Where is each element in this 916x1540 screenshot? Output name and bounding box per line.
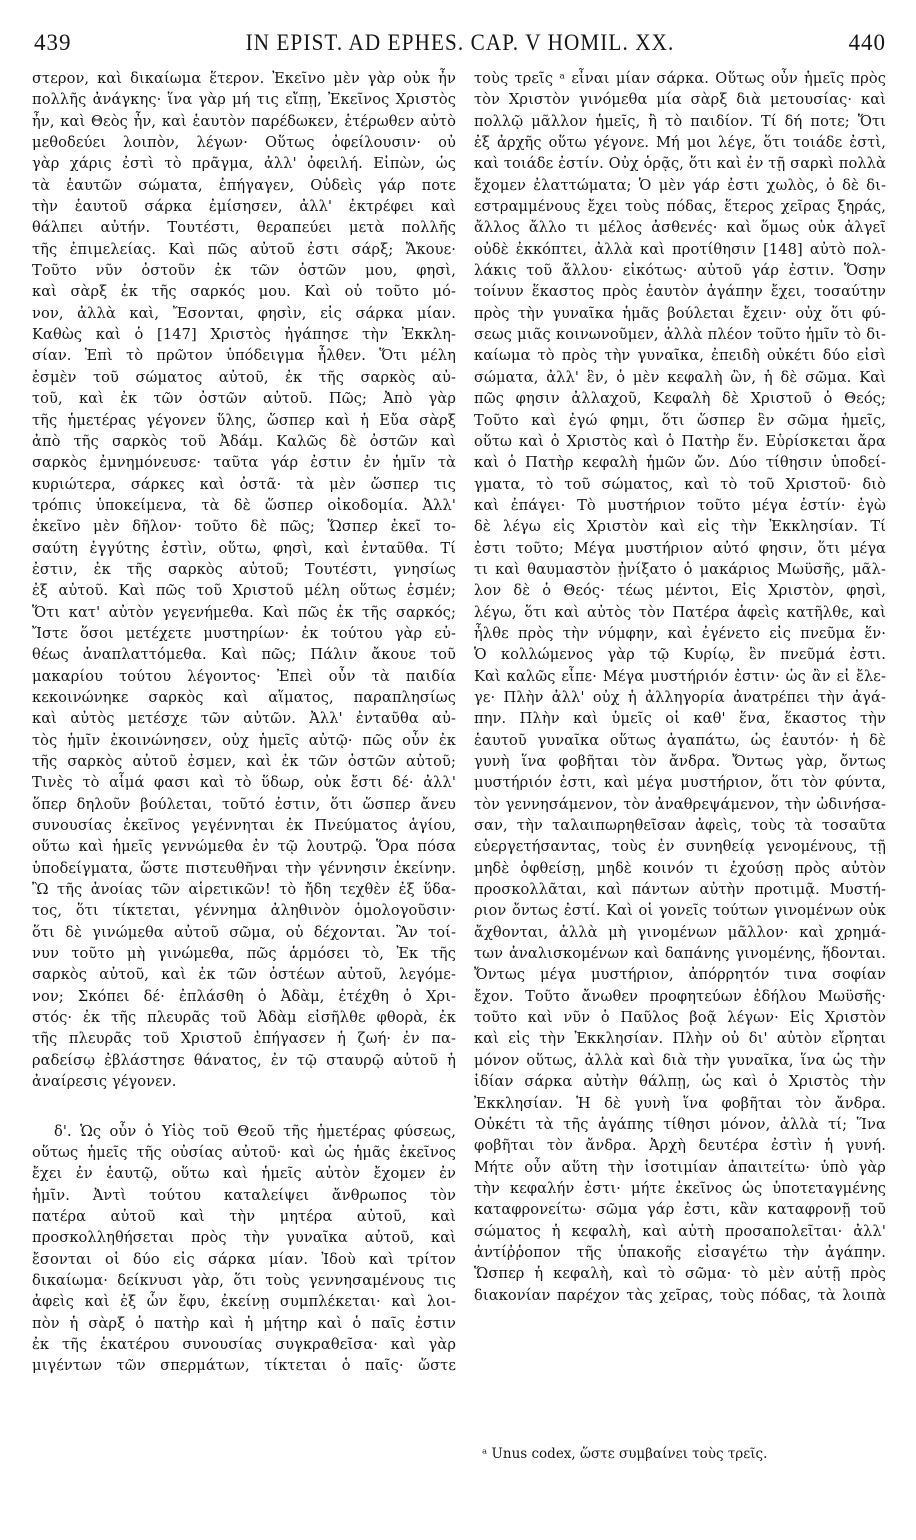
- text-line: Ὢ τῆς ἀνοίας τῶν αἱρετικῶν! τὸ ἤδη τεχθὲν ἐξ ὕδα-: [32, 881, 456, 899]
- text-line: προσκολλᾶται, καὶ πάντων αὐτὴν προτιμᾷ. Μυστή-: [474, 881, 886, 899]
- text-line: σαύτη ἐγγύτης ἐστὶν, οὕτω, φησὶ, καὶ ἐνταῦθα. Τί: [32, 539, 456, 557]
- text-line: ἦν, καὶ Θεὸς ἦν, καὶ ἑαυτὸν παρέδωκεν, ἑτέρωθεν αὐτὸ: [32, 112, 456, 130]
- text-line: ριον ὄντως ἐστί. Καὶ οἱ γονεῖς τούτων γινομένων οὐκ: [474, 902, 886, 920]
- text-line: Καθὼς καὶ ὁ [147] Χριστὸς ἠγάπησε τὴν Ἐκκλη-: [32, 326, 456, 344]
- text-line: Ὁ κολλώμενος γὰρ τῷ Κυρίῳ, ἓν πνεῦμά ἐστι.: [474, 646, 886, 664]
- text-line: εὐεργετήσαντας, τοὺς ἐν συνηθείᾳ γενομένους, τῇ: [474, 838, 886, 856]
- text-line: μηδὲ ὀφθείσῃ, μηδὲ κοινόν τι ἐχούσῃ πρὸς αὐτὸν: [474, 859, 886, 877]
- text-line: ἑαυτοῦ γυναῖκα οὕτως ἀγαπάτω, ὡς ἑαυτόν· ἡ δὲ: [474, 731, 886, 749]
- text-line: πολλῷ μᾶλλον ἡμεῖς, ἢ τὸ παιδίον. Τί δή ποτε; Ὅτι: [474, 112, 886, 130]
- text-line: ἀναίρεσις γέγονεν.: [32, 1073, 177, 1091]
- text-line: νυν τοῦτο μὴ γινώμεθα, πῶς ἁρμόσει τὸ, Ἐκ τῆς: [32, 945, 456, 963]
- text-line: γυνὴ ἵνα φοβῆται τὸν ἄνδρα. Ὄντως γὰρ, ὄντως: [474, 753, 886, 770]
- text-line: οὕτως ἡμεῖς τῆς οὐσίας αὐτοῦ· καὶ ὡς ἡμᾶς ἐκεῖνος: [32, 1143, 456, 1161]
- text-line: Ἐκκλησίαν. Ἡ δὲ γυνὴ ἵνα φοβῆται τὸν ἄνδρα.: [474, 1094, 886, 1112]
- text-line: σίαν. Ἐπὶ τὸ πρῶτον ὑπόδειγμα ἦλθεν. Ὅτι μέλη: [32, 347, 456, 365]
- text-line: τῆς ἡμετέρας γέγονεν ὕλης, ὥσπερ καὶ ἡ Εὔα σὰρξ: [32, 411, 456, 429]
- text-line: τρόπις ὑποκείμενα, τὰ δὲ ὥσπερ οἰκοδομία. Ἀλλ': [32, 496, 456, 514]
- text-line: των ἀναλισκομένων καὶ δαπάνης γινομένης, ἥδονται.: [474, 945, 886, 963]
- text-line: τοίνυν ἕκαστος πρὸς ἑαυτὸν ἀγάπην ἔχει, τοσαύτην: [474, 283, 886, 301]
- text-line: Τοῦτο νῦν ὀστοῦν ἐκ τῶν ὀστῶν μου, φησὶ,: [32, 262, 456, 280]
- text-line: οὕτω καὶ ἡμεῖς γεννώμεθα ἐν τῷ λουτρῷ. Ὅρα πόσα: [32, 838, 456, 856]
- text-line: ἐστιν, ἐκ τῆς σαρκὸς αὐτοῦ; Τουτέστι, γνησίως: [32, 560, 456, 578]
- text-line: ἐκεῖνο μὲν δῆλον· τοῦτο δὲ πῶς; Ὥσπερ ἐκεῖ το-: [32, 518, 456, 536]
- text-line: νον; Σκόπει δέ· ἐπλάσθη ὁ Ἀδὰμ, ἐτέχθη ὁ Χρι-: [32, 987, 456, 1005]
- page-number-left: 439: [34, 30, 72, 55]
- text-line: δὲ λέγω εἰς Χριστὸν καὶ εἰς τὴν Ἐκκλησίαν. Τί: [474, 518, 886, 536]
- text-line: καὶ ὁ Πατὴρ κεφαλὴ ἡμῶν ὤν. Δύο τίθησιν ὑποδεί-: [474, 454, 886, 472]
- running-head: IN EPIST. AD EPHES. CAP. V HOMIL. XX.: [245, 30, 675, 55]
- text-line: μυστήριόν ἐστι, καὶ μέγα μυστήριον, ὅτι τὸν φύντα,: [474, 774, 886, 792]
- text-line: πρὸς τὴν γυναῖκα ἡμᾶς βούλεται ἔχειν· οὐχ ὅτι φύ-: [474, 304, 886, 322]
- text-line: ἄχθονται, ἀλλὰ μὴ γινομένων μᾶλλον· καὶ χρημά-: [474, 923, 886, 941]
- text-line: τὸν Χριστὸν γινόμεθα μία σὰρξ διὰ μετουσίας· καὶ: [474, 91, 886, 109]
- text-line: τῆς ἐπιμελείας. Καὶ πῶς αὐτοῦ ἐστι σάρξ; Ἄκουε·: [32, 240, 456, 258]
- text-line: τὰ ἑαυτῶν σώματα, ἐπήγαγεν, Οὐδεὶς γάρ ποτε: [32, 176, 456, 194]
- text-line: εστραμμένους ἔχει τοὺς πόδας, ἕτερος χεῖρας ξηράς,: [474, 198, 886, 216]
- text-line: σαν, τὴν ταλαιπωρηθεῖσαν ἀφεὶς, τοὺς τὰ τοσαῦτα: [474, 817, 886, 835]
- page-number-right: 440: [848, 30, 886, 55]
- text-line: δ'. Ὡς οὖν ὁ Υἱὸς τοῦ Θεοῦ τῆς ἡμετέρας φύσεως,: [54, 1122, 456, 1140]
- text-line: ἰδίαν σάρκα αὐτὴν θάλπῃ, ὡς καὶ ὁ Χριστὸς τὴν: [474, 1073, 886, 1091]
- text-line: ἦλθε πρὸς τὴν νύμφην, καὶ ἐγένετο εἰς πνεῦμα ἕν·: [474, 624, 886, 642]
- text-line: τὸς ἡμῖν ἐκοινώνησεν, οὐχ ἡμεῖς αὐτῷ· πῶς οὖν ἐκ: [32, 731, 456, 749]
- text-line: Τινὲς τὸ αἷμά φασι καὶ τὸ ὕδωρ, οὐκ ἔστι δέ· ἀλλ': [32, 774, 456, 792]
- text-line: νον, ἀλλὰ καὶ, Ἔσονται, φησὶν, εἰς σάρκα μίαν.: [32, 304, 456, 322]
- text-line: ἐκ τῆς ἑκατέρου συνουσίας συγκραθεῖσα· καὶ γὰρ: [32, 1335, 456, 1353]
- text-line: καὶ αὐτὸς μετέσχε τῶν αὐτῶν. Ἀλλ' ἐνταῦθα αὐ-: [32, 710, 456, 728]
- text-line: ἀπὸ τῆς σαρκὸς τοῦ Ἀδάμ. Καλῶς δὲ ὀστῶν καὶ: [32, 432, 456, 450]
- text-line: Ὄντως μέγα μυστήριον, ἀπόρρητόν τινα σοφίαν: [474, 966, 886, 984]
- text-line: ἐξ ἀρχῆς οὕτω γέγονε. Μή μοι λέγε, ὅτι τοιάδε ἐστὶ,: [474, 134, 886, 152]
- text-line: γε· Πλὴν ἀλλ' οὐχ ἡ ἀλληγορία ἀνατρέπει τὴν ἀγά-: [474, 688, 886, 706]
- text-line: τὴν ἑαυτοῦ σάρκα ἐμίσησεν, ἀλλ' ἐκτρέφει καὶ: [32, 198, 456, 216]
- text-line: στός· ἐκ τῆς πλευρᾶς τοῦ Ἀδὰμ εἰσῆλθε φθορὰ, ἐκ: [32, 1009, 456, 1027]
- text-line: πῶς φησιν ἀλλαχοῦ, Κεφαλὴ δὲ Χριστοῦ ὁ Θεός;: [474, 390, 886, 408]
- text-line: συνουσίας ἐκεῖνος γεγέννηται ἐκ Πνεύματος ἁγίου,: [32, 817, 456, 835]
- text-line: οὐδὲ ἐκκόπτει, ἀλλὰ καὶ προτίθησιν [148] αὐτὸ πολ-: [474, 240, 886, 258]
- text-line: τῆς σαρκὸς αὐτοῦ ἐσμεν, καὶ ἐκ τῶν ὀστῶν αὐτοῦ;: [32, 753, 456, 770]
- text-line: ὅπερ δηλοῦν βούλεται, τοῦτό ἐστιν, ὅτι ὥσπερ ἄνευ: [32, 795, 456, 813]
- text-line: ἔσονται οἱ δύο εἰς σάρκα μίαν. Ἰδοὺ καὶ τρίτον: [32, 1250, 456, 1268]
- text-line: ὅτι δὲ γινώμεθα αὐτοῦ σῶμα, οὐ δέχονται. Ἂν τοί-: [32, 923, 456, 941]
- text-line: καὶ ἐπάγει· Τὸ μυστήριον τοῦτο μέγα ἐστίν· ἐγὼ: [474, 496, 886, 514]
- text-line: μόνον οὕτως, ἀλλὰ καὶ διὰ τὴν γυναῖκα, ἵνα ὡς τὴν: [474, 1051, 886, 1069]
- text-line: τὴν κεφαλήν ἐστι· μήτε ἐκεῖνος ὡς ὑποτεταγμένης: [474, 1179, 886, 1197]
- text-line: θέως ἀναπλαττόμεθα. Καὶ πῶς; Πάλιν ἄκουε τοῦ: [32, 646, 456, 664]
- text-line: φοβῆται τὸν ἄνδρα. Ἀρχὴ δευτέρα ἐστὶν ἡ γυνή.: [474, 1137, 886, 1155]
- text-line: Ὥσπερ ἡ κεφαλὴ, καὶ τὸ σῶμα· τὸ μὲν αὐτῇ πρὸς: [474, 1265, 886, 1283]
- text-line: πὸν ἡ σὰρξ ὁ πατὴρ καὶ ἡ μήτηρ καὶ ὁ παῖς ἐστιν: [32, 1314, 456, 1332]
- text-line: λέγω, ὅτι καὶ αὐτὸς τὸν Πατέρα ἀφεὶς κατῆλθε, καὶ: [474, 603, 886, 621]
- page-header: [34, 28, 886, 62]
- paragraph-gap: [32, 1093, 456, 1121]
- text-line: ἀντίῤῥοπον τῆς ὑπακοῆς εἰσαγέτω τὴν ἀγάπην.: [474, 1243, 886, 1261]
- text-line: ὑποδείγματα, ὥστε πιστευθῆναι τὴν γέννησιν ἐκείνην.: [32, 859, 456, 877]
- text-line: τοὺς τρεῖς ᵃ εἶναι μίαν σάρκα. Οὕτως οὖν ἡμεῖς πρὸς: [474, 70, 886, 87]
- text-line: ἔχον. Τοῦτο ἄνωθεν προφητεύων ἐδήλου Μωϋσῆς·: [474, 987, 886, 1005]
- text-line: τῆς πλευρᾶς τοῦ Χριστοῦ ἐπήγασεν ἡ ζωή· ἐν πα-: [32, 1030, 456, 1048]
- text-line: ἄλλος ἄλλο τι μέλος ἀσθενές· καὶ ὅμως οὐκ ἀλγεῖ: [474, 219, 886, 237]
- footnote: ᵃ Unus codex, ὥστε συμβαίνει τοὺς τρεῖς.: [482, 1446, 768, 1462]
- text-line: μακαρίου τούτου λέγοντος· Ἐπεὶ οὖν τὰ παιδία: [32, 667, 456, 685]
- text-line: καίωμα τὸ πρὸς τὴν γυναῖκα, ἐπειδὴ οὐκέτι δύο εἰσὶ: [474, 347, 886, 365]
- text-line: πατέρα αὐτοῦ καὶ τὴν μητέρα αὐτοῦ, καὶ: [32, 1207, 456, 1225]
- text-line: πην. Πλὴν καὶ ὑμεῖς οἱ καθ' ἕνα, ἕκαστος τὴν: [474, 710, 886, 728]
- text-line: Ὅτι κατ' αὐτὸν γεγενήμεθα. Καὶ πῶς ἐκ τῆς σαρκός;: [32, 603, 456, 621]
- text-line: σαρκὸς αὐτοῦ, καὶ ἐκ τῶν ὀστέων αὐτοῦ, λεγόμε-: [32, 966, 456, 984]
- text-line: κυριώτερα, σάρκες καὶ ὀστᾶ· τὰ μὲν ὥσπερ τις: [32, 475, 456, 493]
- text-line: σώματα, ἀλλ' ἓν, ὁ μὲν κεφαλὴ ὢν, ἡ δὲ σῶμα. Καὶ: [474, 368, 886, 386]
- text-line: τι καὶ θαυμαστὸν ᾐνίξατο ὁ μακάριος Μωϋσῆς, μᾶλ-: [474, 560, 886, 578]
- right-text-column: [474, 68, 886, 1306]
- text-line: διακονίαν παρέχον τὰς χεῖρας, τοὺς πόδας, τὰ λοιπὰ: [474, 1286, 886, 1304]
- text-line: πολλῆς ἀνάγκης· ἵνα γὰρ μή τις εἴπῃ, Ἐκεῖνος Χριστὸς: [32, 91, 456, 109]
- text-line: καὶ τοιάδε ἐστίν. Οὐχ ὁρᾷς, ὅτι καὶ ἐν τῇ σαρκὶ πολλὰ: [474, 155, 886, 173]
- text-line: τοῦ, καὶ ἐκ τῶν ὀστῶν αὐτοῦ. Πῶς; Ἀπὸ γὰρ: [32, 390, 456, 408]
- text-line: Μήτε οὖν αὕτη τὴν ἰσοτιμίαν ἀπαιτείτω· ὑπὸ γὰρ: [474, 1158, 886, 1176]
- text-line: ἐσμὲν τοῦ σώματος αὐτοῦ, ἐκ τῆς σαρκὸς αὐ-: [32, 368, 456, 386]
- text-line: ἐξ αὐτοῦ. Καὶ πῶς τοῦ Χριστοῦ μέλη οὕτως ἐσμέν;: [32, 582, 456, 600]
- text-line: σώματος ἡ κεφαλὴ, καὶ αὐτὴ προσαπολεῖται· ἀλλ': [474, 1222, 886, 1240]
- text-line: οὕτω καὶ ὁ Χριστὸς καὶ ὁ Πατὴρ ἕν. Εὑρίσκεται ἄρα: [474, 432, 886, 450]
- text-line: γματα, τὸ τοῦ σώματος, καὶ τὸ τοῦ Χριστοῦ· διὸ: [474, 475, 886, 493]
- text-line: ἔχομεν ἐλαττώματα; Ὁ μὲν γάρ ἐστι χωλὸς, ὁ δὲ δι-: [474, 176, 886, 194]
- text-line: τοῦτο καὶ νῦν ὁ Παῦλος βοᾷ λέγων· Εἰς Χριστὸν: [474, 1009, 886, 1027]
- text-line: λάκις τοῦ ἄλλου· εἰκότως· αὐτοῦ γάρ ἐστιν. Ὅσην: [474, 262, 886, 280]
- text-line: στερον, καὶ δικαίωμα ἕτερον. Ἐκεῖνο μὲν γὰρ οὐκ ἦν: [32, 70, 456, 87]
- text-line: σεως μιᾶς κοινωνοῦμεν, ἀλλὰ πλέον τοῦτο ἡμῖν τὸ δι-: [474, 326, 886, 344]
- text-line: προσκολληθήσεται πρὸς τὴν γυναῖκα αὐτοῦ, καὶ: [32, 1229, 456, 1247]
- text-line: καὶ εἰς τὴν Ἐκκλησίαν. Πλὴν οὐ δι' αὐτὸν εἴρηται: [474, 1030, 886, 1048]
- text-line: Καὶ καλῶς εἶπε· Μέγα μυστήριόν ἐστιν· ὡς ἂν εἰ ἔλε-: [474, 667, 886, 685]
- text-line: λον δὲ ὁ Θεός· τέως μέντοι, Εἰς Χριστὸν, φησὶ,: [474, 582, 886, 600]
- text-line: τὸν γεννησάμενον, τὸν ἀναθρεψάμενον, τὴν ὠδινήσα-: [474, 795, 886, 813]
- text-line: ἡμῖν. Ἀντὶ τούτου καταλείψει ἄνθρωπος τὸν: [32, 1186, 456, 1204]
- left-text-column: [32, 68, 456, 1377]
- text-line: Ἴστε ὅσοι μετέχετε μυστηρίων· ἐκ τούτου γὰρ εὐ-: [32, 624, 456, 642]
- text-line: τος, ὅτι τίκτεται, γέννημα ἀληθινὸν ὁμολογοῦσιν·: [32, 902, 456, 920]
- text-line: σαρκὸς ἐμνημόνευσε· ταῦτα γάρ ἐστιν ἐν ἡμῖν τὰ: [32, 454, 456, 472]
- text-line: ἔχει ἐν ἑαυτῷ, οὕτω καὶ ἡμεῖς αὐτὸν ἔχομεν ἐν: [32, 1165, 456, 1183]
- text-line: Οὐκέτι τὰ τῆς ἀγάπης τίθησι μόνον, ἀλλὰ τί; Ἵνα: [474, 1115, 886, 1133]
- text-line: ἀφεὶς καὶ ἐξ ὧν ἔφυ, ἐκείνῃ συμπλέκεται· καὶ λοι-: [32, 1293, 456, 1311]
- text-line: θάλπει αὐτήν. Τουτέστι, θεραπεύει μετὰ πολλῆς: [32, 219, 456, 237]
- text-line: γὰρ χάρις ἐστὶ τὸ πρᾶγμα, ἀλλ' ὀφειλή. Εἰπὼν, ὡς: [32, 155, 456, 173]
- text-line: μεθοδεύει λοιπὸν, λέγων· Οὕτως ὀφείλουσιν· οὐ: [32, 134, 456, 152]
- text-line: καταφρονείτω· σῶμα γάρ ἐστι, κἂν καταφρονῇ τοῦ: [474, 1201, 886, 1219]
- text-line: κεκοινώνηκε σαρκὸς καὶ αἵματος, παραπλησίως: [32, 688, 456, 706]
- text-line: καὶ σὰρξ ἐκ τῆς σαρκός μου. Καὶ οὐ τοῦτο μό-: [32, 283, 456, 301]
- text-line: ἐστι τοῦτο; Μέγα μυστήριον αὐτό φησιν, ὅτι μέγα: [474, 539, 886, 557]
- text-line: δικαίωμα· δείκνυσι γὰρ, ὅτι τοὺς γεννησαμένους τις: [32, 1271, 456, 1289]
- text-line: μιγέντων τῶν σπερμάτων, τίκτεται ὁ παῖς· ὥστε: [32, 1357, 456, 1375]
- text-line: Τοῦτο καὶ ἐγώ φημι, ὅτι ὥσπερ ἓν σῶμα ἡμεῖς,: [474, 411, 886, 429]
- text-line: ραδείσῳ ἐβλάστησε θάνατος, ἐν τῷ σταυρῷ αὐτοῦ ἡ: [32, 1051, 456, 1069]
